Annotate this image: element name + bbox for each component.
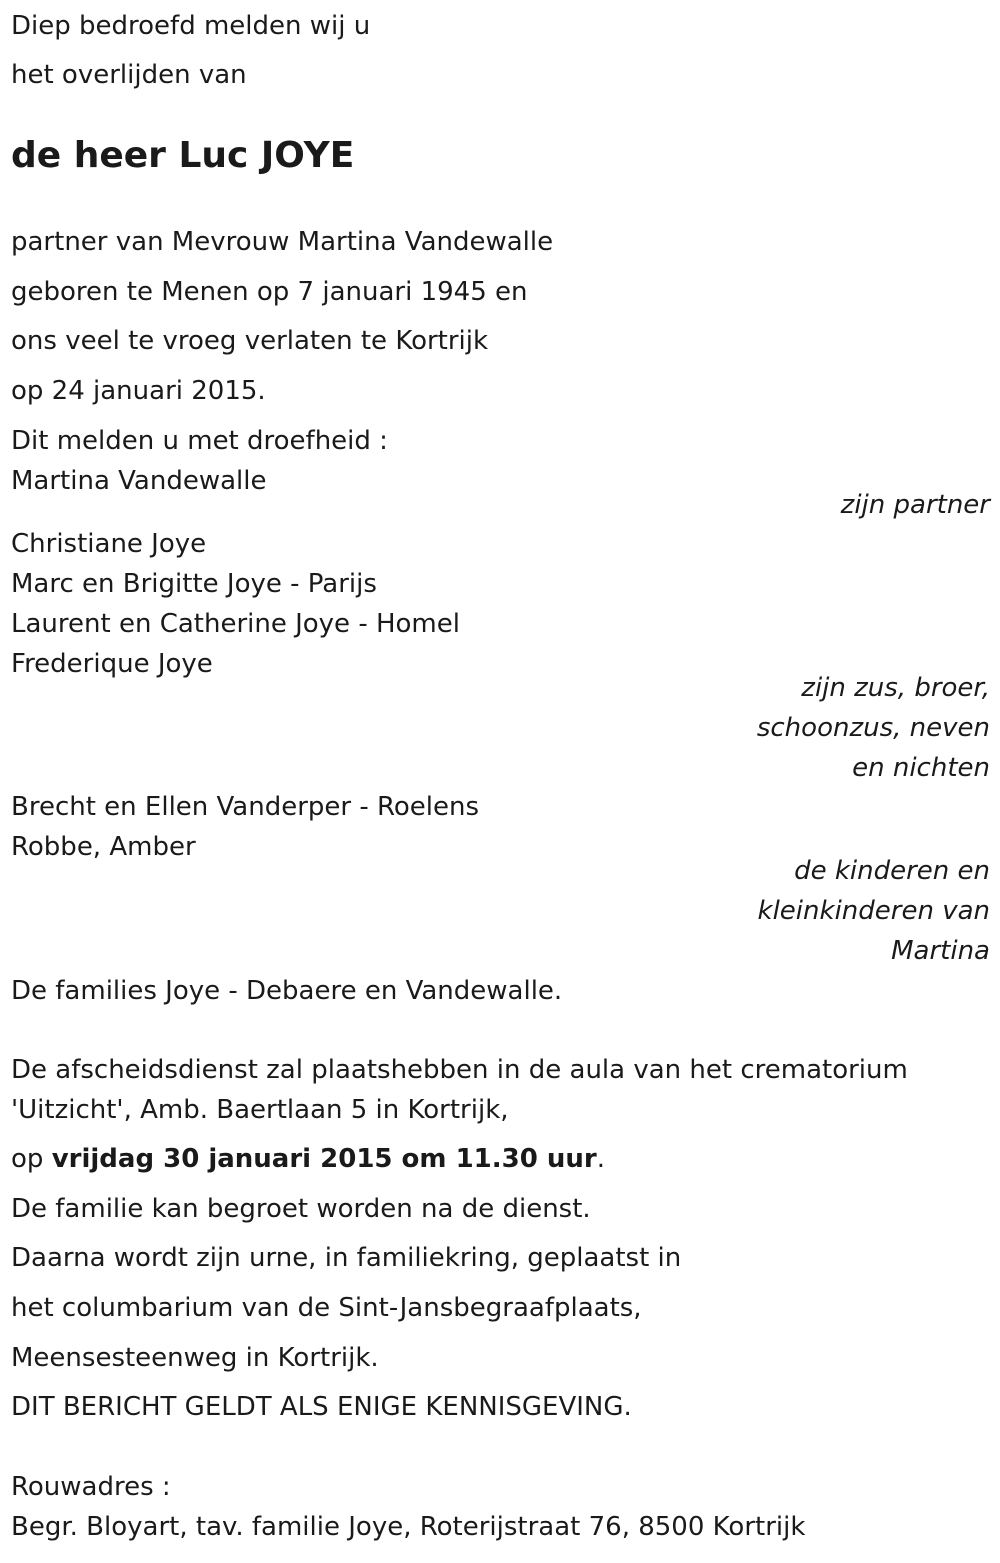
- urn-line-1: Daarna wordt zijn urne, in familiekring, geplaatst in: [11, 1243, 682, 1273]
- greet-line: De familie kan begroet worden na de dienst.: [11, 1194, 591, 1224]
- relation-label: zijn zus, broer,: [801, 673, 990, 703]
- mourners-intro: Dit melden u met droefheid :: [11, 426, 388, 456]
- mourner-name: Christiane Joye: [11, 529, 207, 559]
- intro-line-1: Diep bedroefd melden wij u: [11, 11, 371, 41]
- partner-line: partner van Mevrouw Martina Vandewalle: [11, 227, 554, 257]
- mourner-name: Brecht en Ellen Vanderper - Roelens: [11, 792, 480, 822]
- relation-label: zijn partner: [840, 490, 990, 520]
- mourner-name: Marc en Brigitte Joye - Parijs: [11, 569, 377, 599]
- mourner-name: Robbe, Amber: [11, 832, 196, 862]
- address-value: Begr. Bloyart, tav. familie Joye, Roterijstraat 76, 8500 Kortrijk: [11, 1512, 806, 1542]
- relation-label: en nichten: [852, 753, 990, 783]
- death-date-line: op 24 januari 2015.: [11, 376, 266, 406]
- born-line: geboren te Menen op 7 januari 1945 en: [11, 277, 528, 307]
- ceremony-line-1: De afscheidsdienst zal plaatshebben in de aula van het crematorium: [11, 1055, 908, 1085]
- ceremony-date: vrijdag 30 januari 2015 om 11.30 uur: [51, 1144, 597, 1174]
- relation-label: de kinderen en: [794, 856, 990, 886]
- intro-line-2: het overlijden van: [11, 60, 247, 90]
- relation-label: kleinkinderen van: [757, 896, 990, 926]
- address-label: Rouwadres :: [11, 1472, 171, 1502]
- urn-line-3: Meensesteenweg in Kortrijk.: [11, 1343, 379, 1373]
- notice-line: DIT BERICHT GELDT ALS ENIGE KENNISGEVING.: [11, 1392, 632, 1422]
- ceremony-date-prefix: op: [11, 1144, 52, 1174]
- ceremony-date-line: [11, 1139, 605, 1179]
- ceremony-line-2: 'Uitzicht', Amb. Baertlaan 5 in Kortrijk,: [11, 1095, 509, 1125]
- families-line: De families Joye - Debaere en Vandewalle.: [11, 976, 563, 1006]
- relation-label: schoonzus, neven: [756, 713, 990, 743]
- mourner-name: Laurent en Catherine Joye - Homel: [11, 609, 460, 639]
- ceremony-date-suffix: .: [596, 1144, 605, 1174]
- left-line: ons veel te vroeg verlaten te Kortrijk: [11, 326, 489, 356]
- mourner-name: Frederique Joye: [11, 649, 213, 679]
- deceased-name: de heer Luc JOYE: [11, 135, 355, 176]
- mourner-name: Martina Vandewalle: [11, 466, 267, 496]
- urn-line-2: het columbarium van de Sint-Jansbegraafplaats,: [11, 1293, 642, 1323]
- relation-label: Martina: [891, 936, 990, 966]
